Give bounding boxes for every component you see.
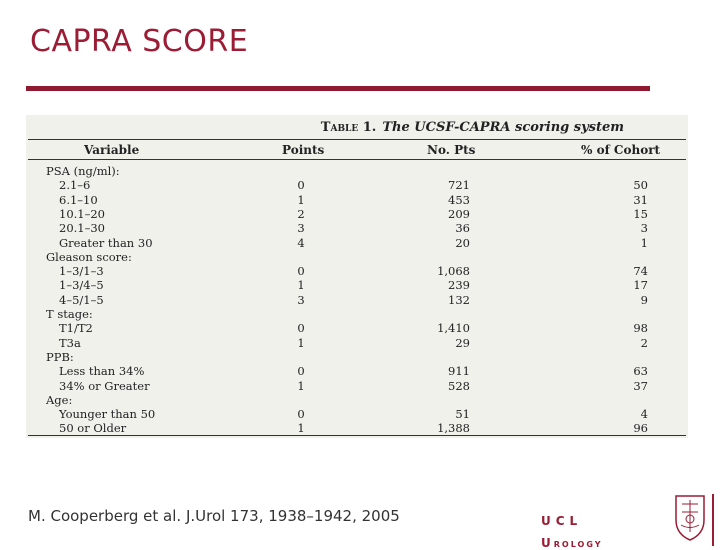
variable-cell: 10.1–20 <box>59 206 105 221</box>
variable-cell: PSA (ng/ml): <box>46 164 120 178</box>
variable-cell: Age: <box>46 392 73 407</box>
pct-cohort-cell: 17 <box>633 278 648 293</box>
points-cell: 3 <box>297 292 305 307</box>
variable-cell: Gleason score: <box>46 249 132 264</box>
table-row <box>26 221 688 235</box>
table-row <box>26 407 688 421</box>
no-pts-cell: 36 <box>455 221 470 236</box>
header-pct-cohort: % of Cohort <box>581 143 661 157</box>
table-row <box>26 207 688 221</box>
pct-cohort-cell: 15 <box>633 206 648 221</box>
no-pts-cell: 239 <box>448 278 470 293</box>
points-cell: 3 <box>297 221 305 236</box>
ucl-logo-text: UCL <box>541 514 583 528</box>
table-row <box>26 193 688 207</box>
table-row <box>26 421 688 435</box>
no-pts-cell: 132 <box>448 292 470 307</box>
pct-cohort-cell: 96 <box>633 421 648 436</box>
table-title: The UCSF-CAPRA scoring system <box>382 120 624 135</box>
citation: M. Cooperberg et al. J.Urol 173, 1938–1942, 2005 <box>28 507 400 525</box>
variable-cell: T stage: <box>46 307 93 321</box>
table-group-row <box>26 307 688 321</box>
points-cell: 0 <box>297 321 305 336</box>
table-row <box>26 264 688 278</box>
points-cell: 2 <box>297 206 305 221</box>
title-underline <box>26 86 650 91</box>
variable-cell: 6.1–10 <box>59 192 98 207</box>
points-cell: 1 <box>297 378 305 393</box>
no-pts-cell: 209 <box>448 206 470 221</box>
pct-cohort-cell: 31 <box>633 192 648 207</box>
table-group-row <box>26 350 688 364</box>
variable-cell: 50 or Older <box>59 421 127 436</box>
variable-cell: 2.1–6 <box>59 178 91 193</box>
pct-cohort-cell: 9 <box>640 292 648 307</box>
table-row <box>26 278 688 292</box>
table-caption <box>321 120 624 135</box>
table-label: Table 1. <box>320 120 377 135</box>
table-top-rule <box>28 139 686 140</box>
pct-cohort-cell: 50 <box>633 178 648 193</box>
no-pts-cell: 1,388 <box>437 421 470 436</box>
pct-cohort-cell: 4 <box>640 407 648 422</box>
variable-cell: 1–3/1–3 <box>59 264 104 279</box>
points-cell: 4 <box>297 235 305 250</box>
urology-rest: ROLOGY <box>553 540 603 549</box>
slide-title: CAPRA SCORE <box>30 24 249 59</box>
table-row <box>26 336 688 350</box>
variable-cell: 34% or Greater <box>59 378 150 393</box>
table-group-row <box>26 164 688 178</box>
table-group-row <box>26 393 688 407</box>
variable-cell: Younger than 50 <box>59 407 156 422</box>
points-cell: 0 <box>297 407 305 422</box>
points-cell: 0 <box>297 364 305 379</box>
points-cell: 1 <box>297 278 305 293</box>
pct-cohort-cell: 74 <box>633 264 648 279</box>
points-cell: 1 <box>297 192 305 207</box>
points-cell: 0 <box>297 178 305 193</box>
pct-cohort-cell: 98 <box>633 321 648 336</box>
table-row <box>26 178 688 192</box>
urology-logo-text <box>541 536 603 550</box>
table-group-row <box>26 250 688 264</box>
variable-cell: Less than 34% <box>59 364 145 379</box>
pct-cohort-cell: 37 <box>633 378 648 393</box>
points-cell: 0 <box>297 264 305 279</box>
logo-divider <box>712 494 714 546</box>
pct-cohort-cell: 1 <box>640 235 648 250</box>
no-pts-cell: 1,410 <box>437 321 470 336</box>
header-variable: Variable <box>84 143 140 157</box>
variable-cell: T3a <box>59 335 81 350</box>
urology-initial: U <box>541 536 554 550</box>
table-row <box>26 321 688 335</box>
variable-cell: Greater than 30 <box>59 235 153 250</box>
header-no-pts: No. Pts <box>427 143 476 157</box>
table-row <box>26 379 688 393</box>
header-points: Points <box>282 143 325 157</box>
table-bottom-rule <box>28 435 686 436</box>
variable-cell: 4–5/1–5 <box>59 292 104 307</box>
variable-cell: 20.1–30 <box>59 221 105 236</box>
table-header-rule <box>28 159 686 160</box>
no-pts-cell: 721 <box>448 178 470 193</box>
table-row <box>26 293 688 307</box>
no-pts-cell: 528 <box>448 378 470 393</box>
table-row <box>26 364 688 378</box>
table-row <box>26 236 688 250</box>
no-pts-cell: 29 <box>455 335 470 350</box>
points-cell: 1 <box>297 421 305 436</box>
no-pts-cell: 1,068 <box>437 264 470 279</box>
variable-cell: PPB: <box>46 349 74 364</box>
capra-table <box>26 115 688 438</box>
pct-cohort-cell: 2 <box>640 335 648 350</box>
variable-cell: T1/T2 <box>59 321 93 336</box>
ucl-crest-icon <box>672 492 708 542</box>
pct-cohort-cell: 63 <box>633 364 648 379</box>
no-pts-cell: 911 <box>448 364 470 379</box>
no-pts-cell: 51 <box>455 407 470 422</box>
no-pts-cell: 453 <box>448 192 470 207</box>
no-pts-cell: 20 <box>455 235 470 250</box>
variable-cell: 1–3/4–5 <box>59 278 104 293</box>
points-cell: 1 <box>297 335 305 350</box>
pct-cohort-cell: 3 <box>640 221 648 236</box>
